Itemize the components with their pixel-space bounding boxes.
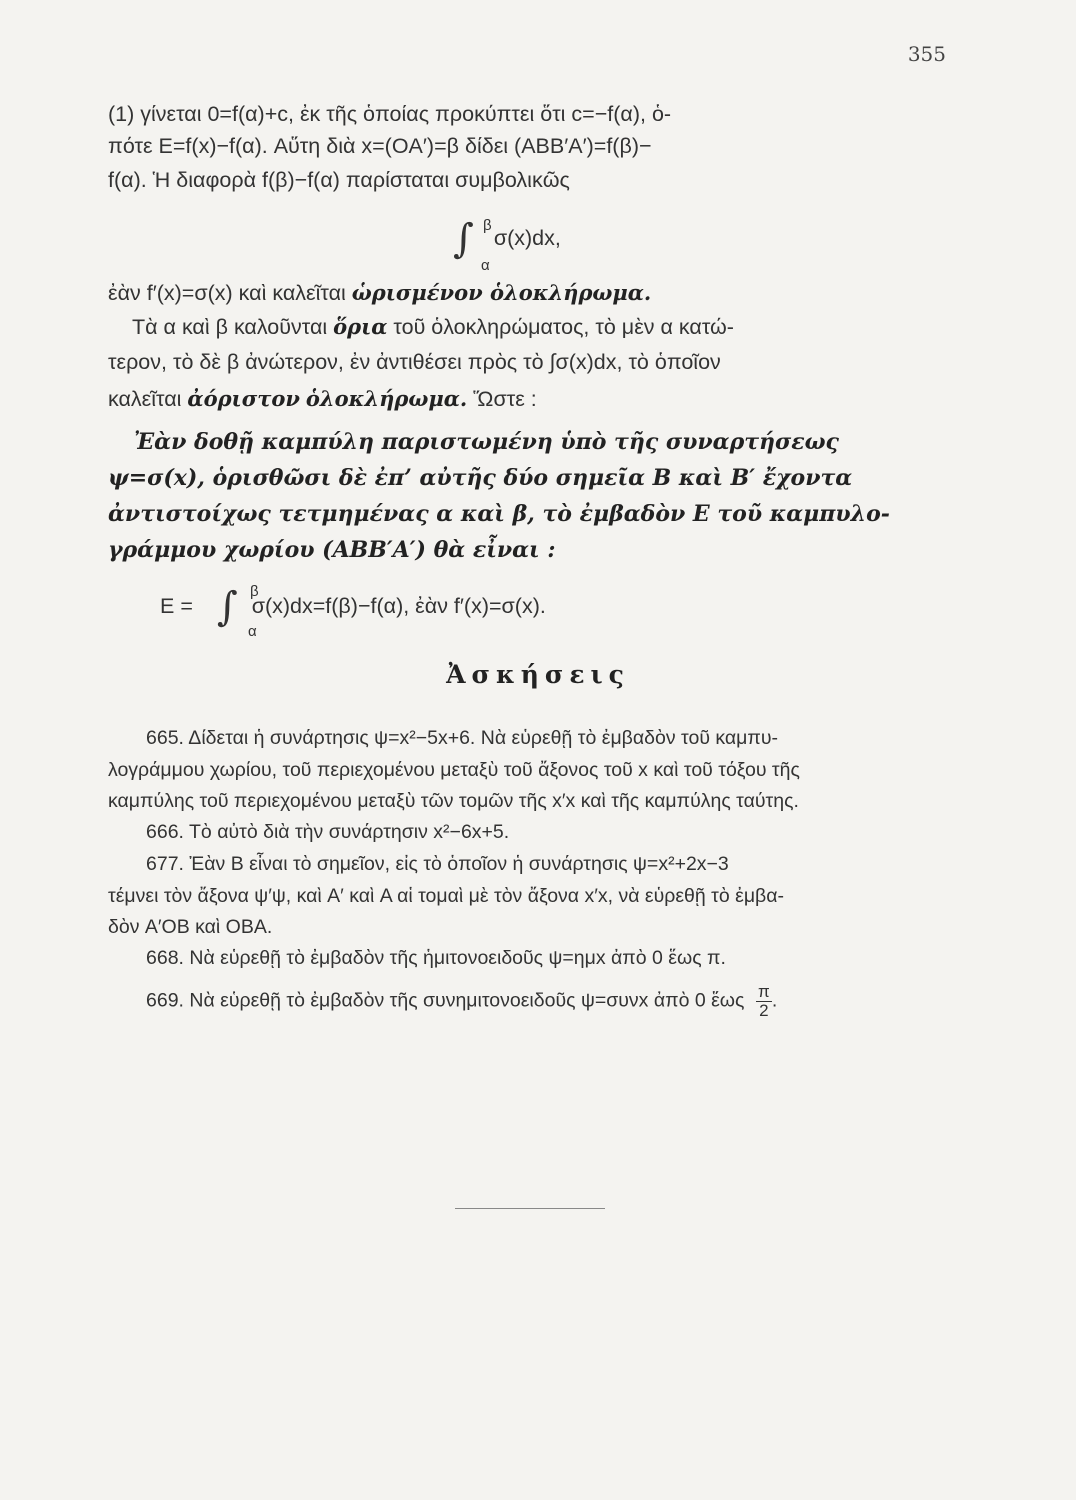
- theorem-line4: γράμμου χωρίου (ABB′A′) θὰ εἶναι :: [108, 537, 556, 563]
- para2-line1-text: ἐὰν f′(x)=σ(x) καὶ καλεῖται: [108, 281, 346, 305]
- exercises-heading: Ἀσκήσεις: [446, 660, 630, 689]
- theorem-line1: Ἐὰν δοθῇ καμπύλη παριστωμένη ὑπὸ τῆς συναρτήσεως: [134, 429, 839, 455]
- para2-line4-b: Ὥστε :: [473, 387, 537, 411]
- integral-2: [160, 583, 546, 640]
- indefinite-term-1: ἀόριστον: [187, 386, 300, 411]
- exercise-668: 668. Νὰ εὑρεθῇ τὸ ἐμβαδὸν τῆς ἡμιτονοειδοῦς ψ=ημx ἀπὸ 0 ἕως π.: [146, 947, 726, 969]
- integral-upper-limit: β: [483, 217, 492, 234]
- indefinite-term-2: ὁλοκλήρωμα.: [305, 386, 468, 411]
- para2-line2-a: Τὰ α καὶ β καλοῦνται: [132, 315, 328, 339]
- defined-integral-term: ὡρισμένον ὁλοκλήρωμα.: [351, 280, 652, 305]
- divider-rule: [455, 1208, 605, 1209]
- integral-lower-limit: α: [481, 257, 490, 274]
- para1-line1: (1) γίνεται 0=f(α)+c, ἐκ τῆς ὁποίας προκύπτει ὅτι c=−f(α), ὁ-: [108, 102, 672, 126]
- para2-line2: [132, 311, 734, 343]
- integral-2-upper-limit: β: [250, 583, 259, 600]
- theorem-line3: ἀντιστοίχως τετμημένας α καὶ β, τὸ ἐμβαδὸν E τοῦ καμπυλο-: [108, 501, 890, 527]
- integral-2-lhs: E =: [160, 594, 193, 618]
- para2-line4: [108, 383, 537, 415]
- exercise-669-end: .: [771, 989, 778, 1012]
- integral-body: σ(x)dx,: [493, 226, 561, 250]
- integral-2-lower-limit: α: [248, 623, 257, 640]
- fraction-denominator: 2: [759, 1001, 769, 1020]
- exercise-665-line3: καμπύλης τοῦ περιεχομένου μεταξὺ τῶν τομῶν τῆς x′x καὶ τῆς καμπύλης ταύτης.: [108, 790, 799, 812]
- integral-2-body: σ(x)dx=f(β)−f(α), ἐὰν f′(x)=σ(x).: [251, 594, 546, 618]
- exercise-677-line1: 677. Ἐὰν B εἶναι τὸ σημεῖον, εἰς τὸ ὁποῖον ἡ συνάρτησις ψ=x²+2x−3: [146, 853, 729, 875]
- exercise-677-line3: δὸν A′OB καὶ OBA.: [108, 916, 273, 938]
- para2-line1: [108, 277, 651, 309]
- limits-term: ὅρια: [333, 314, 388, 339]
- integral-sign: ∫: [453, 216, 474, 263]
- integral-1: [453, 216, 561, 274]
- para1-line3: f(α). Ἡ διαφορὰ f(β)−f(α) παρίσταται συμβολικῶς: [108, 168, 570, 192]
- exercise-669-text: 669. Νὰ εὑρεθῇ τὸ ἐμβαδὸν τῆς συνημιτονοειδοῦς ψ=συνx ἀπὸ 0 ἕως: [146, 989, 745, 1012]
- para2-line2-b: τοῦ ὁλοκληρώματος, τὸ μὲν α κατώ-: [393, 315, 734, 339]
- exercise-669: [146, 983, 777, 1020]
- pi-over-two-fraction: [756, 983, 772, 1020]
- para1-line2: πότε E=f(x)−f(α). Αὕτη διὰ x=(OA′)=β δίδει (ABB′A′)=f(β)−: [108, 134, 652, 158]
- theorem-line2: ψ=σ(x), ὁρισθῶσι δὲ ἐπ’ αὐτῆς δύο σημεῖα B καὶ B′ ἔχοντα: [108, 465, 853, 491]
- exercise-677-line2: τέμνει τὸν ἄξονα ψ′ψ, καὶ A′ καὶ A αἱ τομαὶ μὲ τὸν ἄξονα x′x, νὰ εὑρεθῇ τὸ ἐμβα-: [108, 885, 785, 907]
- fraction-numerator: π: [757, 982, 770, 1001]
- exercise-665-line2: λογράμμου χωρίου, τοῦ περιεχομένου μεταξὺ τοῦ ἄξονος τοῦ x καὶ τοῦ τόξου τῆς: [108, 759, 800, 781]
- exercise-665-line1: 665. Δίδεται ἡ συνάρτησις ψ=x²−5x+6. Νὰ εὑρεθῇ τὸ ἐμβαδὸν τοῦ καμπυ-: [146, 727, 779, 749]
- exercise-666: 666. Τὸ αὐτὸ διὰ τὴν συνάρτησιν x²−6x+5.: [146, 821, 510, 843]
- page-number: 355: [907, 42, 946, 66]
- para2-line3: τερον, τὸ δὲ β ἀνώτερον, ἐν ἀντιθέσει πρὸς τὸ ∫σ(x)dx, τὸ ὁποῖον: [108, 350, 721, 374]
- integral-2-sign: ∫: [216, 584, 238, 631]
- para2-line4-a: καλεῖται: [108, 387, 182, 411]
